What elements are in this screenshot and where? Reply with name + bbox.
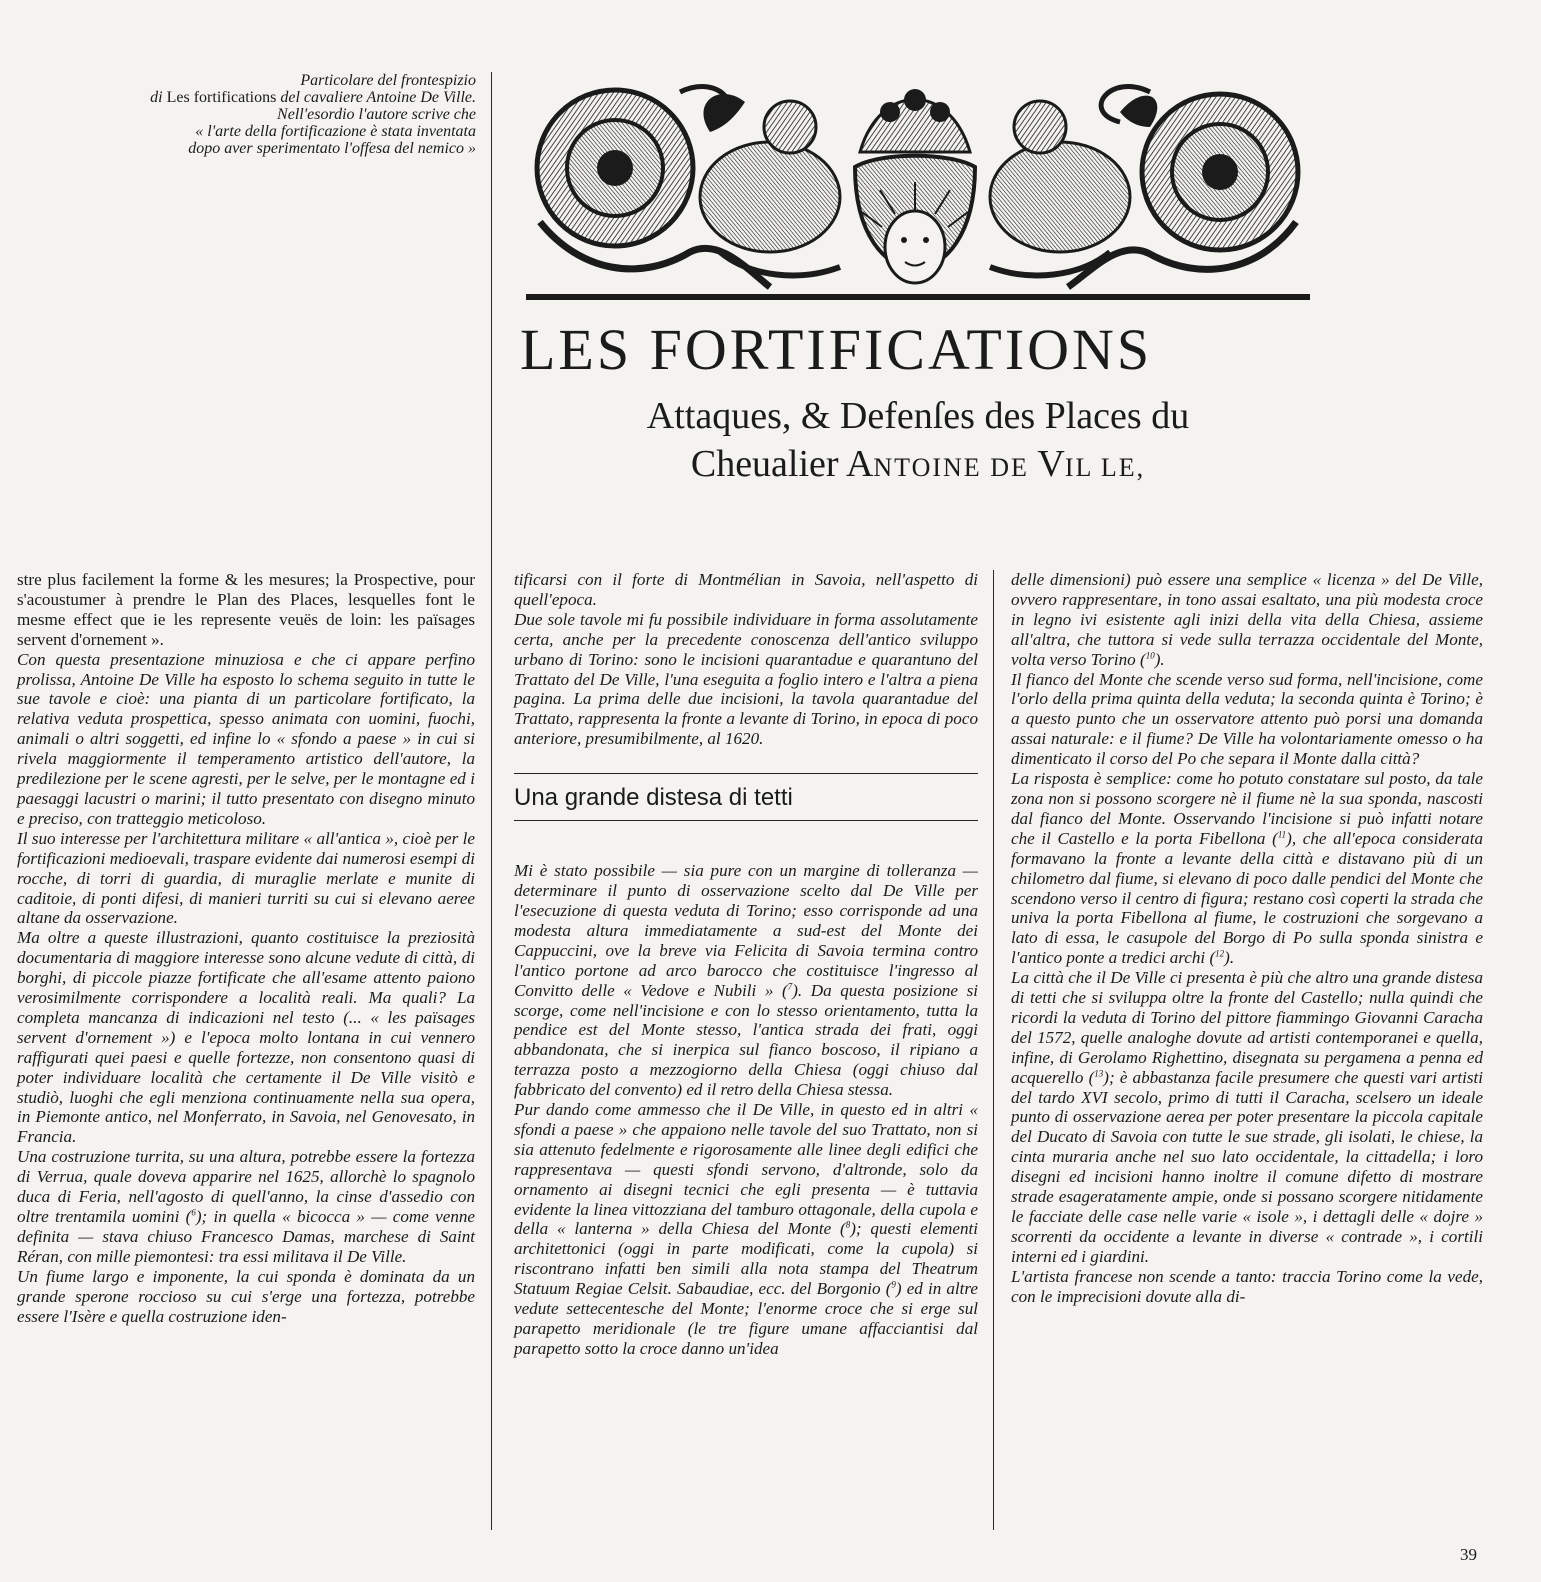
section-heading: Una grande distesa di tetti: [514, 773, 978, 821]
text-run: La città che il De Ville ci presenta è più che altro una grande distesa di tetti che si sviluppa oltre la fronte del Castello; nulla quindi che ricordi la veduta di Torino del pittore fiammingo Giovanni Caracha del 1572, quelle analoghe dovute ad artisti contemporanei e quella, infine, di Gerolamo Righettino, disegnata su pergamena a penna ed acquerello (: [1011, 968, 1483, 1087]
text-run: ); è abbastanza facile presumere che questi vari artisti del tardo XVI secolo, primo di tutti il Caracha, scelsero un ideale punto di osservazione aerea per poter presentare la piccola capitale del Ducato di Savoia con tutte le sue strade, gli isolati, le chiese, la cinta muraria anche nel suo lato occidentale, la cittadella; i loro disegni ed incisioni hanno inoltre il comune difetto di mostrare strade esageratamente ampie, onde si possano scorgere nitidamente le facciate delle case nelle varie « isole », i dettagli delle « dojre » scorrenti da occidente a levante in diverse « contrade », i cortili interni ed i giardini.: [1011, 1067, 1483, 1266]
text-run: ); questi elementi architettonici (oggi in parte modificati, come la cupola) si riscontrano infatti ben simili alla nota stampa del Theatrum Statuum Regiae Celsit. Sabaudiae, ecc. del Borgonio (: [514, 1219, 978, 1299]
text-run: ), che all'epoca considerata formavano la fronte a levante della città e distavano più di un chilometro dal fiume, si elevano di poco dalle pendici del Monte che scendono verso il centro di figura; restano così coperti la strada che univa la porta Fibellona al fiume, le costruzioni che sorgevano a lato di essa, le casupole del Borgo di Po sulla sponda sinistra e l'antico ponte a tredici archi (: [1011, 828, 1484, 968]
text-run: Una costruzione turrita, su una altura, potrebbe essere la fortezza di Verrua, quale doveva apparire nel 1625, allorchè lo spagnolo duca di Feria, nell'agosto di quell'anno, la cinse d'assedio con oltre trentamila uomini (: [17, 1147, 475, 1226]
text-run: La risposta è semplice: come ho potuto constatare sul posto, da tale zona non si possono scorgere nè il fiume nè la sua sponda, nascosti dal fianco del Monte. Osservando l'incisione si può infatti notare che il Castello e la porta Fibellona (: [1011, 769, 1483, 848]
paragraph: Ma oltre a queste illustrazioni, quanto costituisce la preziosità documentaria di maggiore interesse sono alcune vedute di città, di borghi, di piccole piazze fortificate che all'esame attento paiono verosimilmente corrispondere a località reali. Ma quali? La completa mancanza di indicazioni nel testo (... « les païsages servent d'ornement ») e l'epoca molto lontana in cui vennero raffigurati quei paesi e quelle fortezze, non consentono quasi di poter individuare località che certamente il De Ville visitò e studiò, luoghi che egli menziona continuamente nella sua opera, in Piemonte antico, nel Monferrato, in Savoia, nel Genovesato, in Francia.: [17, 928, 475, 1147]
caption-line-3: Nell'esordio l'autore scrive che: [277, 106, 476, 123]
paragraph: Con questa presentazione minuziosa e che ci appare perfino prolissa, Antoine De Ville ha esposto lo schema seguito in tutte le sue tavole e cioè: una pianta di un particolare fortificato, la relativa veduta prospettica, spesso animata con uomini, fuochi, animali o altri soggetti, ed infine lo « sfondo a paese » in cui si rivela maggiormente il temperamento artistico dell'autore, la predilezione per le scene agresti, per le selve, per le montagne ed i paesaggi lacustri o marini; il tutto presentato con disegno minuto e preciso, con tratteggio meticoloso.: [17, 649, 475, 828]
caption-line-2-pre: di: [150, 89, 167, 106]
caption-book-title: Les fortifications: [166, 89, 277, 106]
caption-line-2: [40, 89, 476, 106]
subtitle-part-c: V: [1037, 443, 1065, 485]
paragraph: stre plus facilement la forme & les mesures; la Prospective, pour s'acoustumer à prendre le Plan des Places, lesquelles font le mesme effect que ie les represente veuës de loin: les païsages servent d'ornement ».: [17, 570, 475, 649]
text-column-1: [17, 570, 475, 1326]
text-run: delle dimensioni) può essere una semplice « licenza » del De Ville, ovvero rappresentare, in tono assai esaltato, una più modesta croce in legno ivi esistente agli inizi della vita della Chiesa, assieme all'altra, che tuttora si vede sulla terrazza occidentale del Monte, volta verso Torino (: [1011, 570, 1483, 669]
book-subtitle: [520, 392, 1316, 492]
page-number: 39: [1460, 1545, 1477, 1564]
caption-line-4: « l'arte della fortificazione è stata inventata: [195, 123, 476, 140]
paragraph: [1011, 570, 1483, 670]
footnote-ref: 9: [891, 1279, 896, 1290]
paragraph: Due sole tavole mi fu possibile individuare in forma assolutamente certa, anche per la precedente conoscenza dell'antico sviluppo urbano di Torino: sono le incisioni quarantadue e quarantuno del Trattato del De Ville, l'una eseguita a foglio intero e l'altra a piena pagina. La prima delle due incisioni, la tavola quarantadue del Trattato, rappresenta la fronte a levante di Torino, in epoca di poco anteriore, presumibilmente, al 1620.: [514, 609, 978, 749]
paragraph: [514, 1100, 978, 1359]
subtitle-part-d: IL LE,: [1064, 453, 1146, 482]
paragraph: Il suo interesse per l'architettura militare « all'antica », cioè per le fortificazioni medioevali, traspare evidente dai numerosi esempi di rocche, di torri di guardia, di muraglie merlate e munite di caditoie, di ponti difesi, di manieri turriti su cui si elevano aeree altane da osservazione.: [17, 828, 475, 928]
frontispiece-ornament: [520, 72, 1316, 308]
subtitle-line-2: [520, 440, 1316, 492]
paragraph: [1011, 769, 1483, 968]
paragraph: Un fiume largo e imponente, la cui sponda è dominata da un grande sperone roccioso su cui s'erge una fortezza, potrebbe essere l'Isère e quella costruzione iden-: [17, 1266, 475, 1326]
text-run: ). Da questa posizione si scorge, come nell'incisione e con lo stesso orientamento, tutta la pendice est del Monte stesso, l'antica strada dei frati, oggi abbandonata, che si inerpica sul fianco boscoso, il ripiano a terrazza posto a mezzogiorno della Chiesa (oggi chiuso dal fabbricato del convento) ed il retro della Chiesa stessa.: [514, 980, 979, 1100]
text-run: ).: [1154, 649, 1165, 669]
caption-line-5: dopo aver sperimentato l'offesa del nemico »: [188, 140, 476, 157]
column-divider-2: [993, 570, 994, 1530]
footnote-ref: 7: [787, 980, 793, 991]
text-column-3: [1011, 570, 1483, 1307]
text-run: ); in quella « bicocca » — come venne definita — stava chiuso Francesco Damas, marchese di Saint Réran, con mille piemontesi: tra essi militava il De Ville.: [17, 1207, 476, 1266]
footnote-ref: 10: [1145, 649, 1155, 660]
text-run: ) ed in altre vedute settecentesche del Monte; l'enorme croce che si erge sul parapetto meridionale (le tre figure umane affacciantisi dal parapetto sotto la croce danno un'idea: [514, 1279, 979, 1358]
footnote-ref: 13: [1094, 1067, 1104, 1078]
subtitle-line-1: Attaques, & Defenſes des Places du: [646, 395, 1190, 437]
subtitle-part-b: NTOINE DE: [873, 453, 1038, 482]
paragraph: [17, 1147, 475, 1266]
paragraph: [1011, 968, 1483, 1267]
paragraph: L'artista francese non scende a tanto: traccia Torino come la vede, con le imprecisioni dovute alla di-: [1011, 1266, 1483, 1306]
footnote-ref: 8: [845, 1219, 851, 1230]
caption-line-1: Particolare del frontespizio: [300, 72, 476, 89]
subtitle-part-a: Cheualier A: [690, 443, 874, 485]
footnote-ref: 11: [1277, 829, 1287, 840]
ornament-illustration: [520, 72, 1316, 308]
caption-line-2-post: del cavaliere Antoine De Ville.: [276, 89, 476, 106]
text-column-2: [514, 570, 978, 1359]
paragraph: tificarsi con il forte di Montmélian in Savoia, nell'aspetto di quell'epoca.: [514, 570, 978, 609]
column-divider-1: [491, 72, 492, 1530]
text-run: ).: [1224, 948, 1235, 968]
text-run: Pur dando come ammesso che il De Ville, in questo ed in altri « sfondi a paese » che appaiono nelle tavole del suo Trattato, non si sia attenuto fedelmente e rigorosamente alle linee degli edifici che rappresentava — questi sfondi servono, d'altronde, solo da ornamento ai disegni tecnici che egli presenta — è tuttavia evidente la linea vittozziana del tamburo ottagonale, della cupola e della « lanterna » della Chiesa del Monte (: [514, 1100, 978, 1239]
book-title: LES FORTIFICATIONS: [520, 317, 1153, 382]
figure-caption: [40, 72, 476, 157]
paragraph: [514, 861, 978, 1100]
paragraph: Il fianco del Monte che scende verso sud forma, nell'incisione, come l'orlo della prima quinta della veduta; la seconda quinta è Torino; è a questo punto che un osservatore attento può porsi una domanda assai naturale: e il fiume? De Ville ha volontariamente omesso o ha dimenticato il corso del Po che separa il Monte dalla città?: [1011, 669, 1483, 769]
footnote-ref: 6: [191, 1207, 196, 1218]
footnote-ref: 12: [1215, 948, 1225, 959]
text-run: Mi è stato possibile — sia pure con un margine di tolleranza — determinare il punto di osservazione scelto dal De Ville per l'esecuzione di questa veduta di Torino; esso corrisponde ad una modesta altura immediatamente a sud-est del Monte dei Cappuccini, ove la breve via Felicita di Savoia termina contro l'antico portone ad arco barocco che costituisce l'ingresso al Convitto delle « Vedove e Nubili » (: [514, 861, 978, 1000]
